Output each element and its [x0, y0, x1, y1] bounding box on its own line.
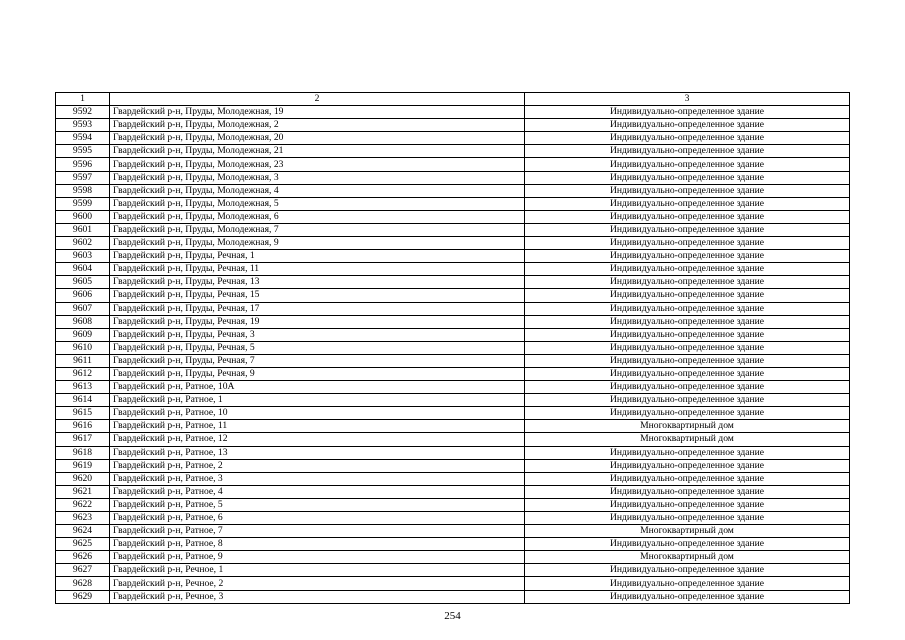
- row-object-type: Индивидуально-определенное здание: [525, 512, 850, 525]
- table-row: [56, 132, 850, 145]
- row-object-type: Индивидуально-определенное здание: [525, 197, 850, 210]
- table-row: [56, 433, 850, 446]
- row-number: 9613: [56, 381, 110, 394]
- row-number: 9603: [56, 250, 110, 263]
- row-address: Гвардейский р-н, Речное, 3: [110, 590, 525, 603]
- row-number: 9629: [56, 590, 110, 603]
- table-row: [56, 328, 850, 341]
- row-address: Гвардейский р-н, Ратное, 8: [110, 538, 525, 551]
- row-address: Гвардейский р-н, Ратное, 13: [110, 446, 525, 459]
- table-row: [56, 590, 850, 603]
- row-address: Гвардейский р-н, Пруды, Речная, 1: [110, 250, 525, 263]
- table-row: [56, 459, 850, 472]
- header-cell-type: 3: [525, 93, 850, 106]
- table-row: [56, 498, 850, 511]
- row-address: Гвардейский р-н, Ратное, 9: [110, 551, 525, 564]
- row-address: Гвардейский р-н, Ратное, 5: [110, 498, 525, 511]
- row-number: 9593: [56, 119, 110, 132]
- row-object-type: Многоквартирный дом: [525, 433, 850, 446]
- table-row: [56, 184, 850, 197]
- row-object-type: Индивидуально-определенное здание: [525, 459, 850, 472]
- row-number: 9592: [56, 106, 110, 119]
- row-address: Гвардейский р-н, Пруды, Речная, 15: [110, 289, 525, 302]
- row-address: Гвардейский р-н, Пруды, Молодежная, 4: [110, 184, 525, 197]
- row-address: Гвардейский р-н, Ратное, 6: [110, 512, 525, 525]
- row-object-type: Многоквартирный дом: [525, 420, 850, 433]
- row-object-type: Индивидуально-определенное здание: [525, 289, 850, 302]
- row-number: 9611: [56, 354, 110, 367]
- row-object-type: Индивидуально-определенное здание: [525, 328, 850, 341]
- row-number: 9607: [56, 302, 110, 315]
- table-row: [56, 210, 850, 223]
- row-number: 9620: [56, 472, 110, 485]
- row-number: 9618: [56, 446, 110, 459]
- row-object-type: Индивидуально-определенное здание: [525, 354, 850, 367]
- table-row: [56, 289, 850, 302]
- table-row: [56, 341, 850, 354]
- table-row: [56, 485, 850, 498]
- table-row: [56, 119, 850, 132]
- row-address: Гвардейский р-н, Пруды, Речная, 17: [110, 302, 525, 315]
- table-row: [56, 263, 850, 276]
- row-object-type: Индивидуально-определенное здание: [525, 485, 850, 498]
- row-object-type: Индивидуально-определенное здание: [525, 106, 850, 119]
- row-object-type: Индивидуально-определенное здание: [525, 381, 850, 394]
- table-row: [56, 551, 850, 564]
- row-address: Гвардейский р-н, Речное, 1: [110, 564, 525, 577]
- table-row: [56, 171, 850, 184]
- row-address: Гвардейский р-н, Пруды, Речная, 13: [110, 276, 525, 289]
- row-number: 9598: [56, 184, 110, 197]
- table-row: [56, 512, 850, 525]
- row-object-type: Индивидуально-определенное здание: [525, 158, 850, 171]
- row-number: 9604: [56, 263, 110, 276]
- row-object-type: Индивидуально-определенное здание: [525, 498, 850, 511]
- row-number: 9605: [56, 276, 110, 289]
- table-row: [56, 354, 850, 367]
- row-address: Гвардейский р-н, Пруды, Молодежная, 6: [110, 210, 525, 223]
- row-number: 9596: [56, 158, 110, 171]
- row-address: Гвардейский р-н, Пруды, Молодежная, 23: [110, 158, 525, 171]
- row-number: 9602: [56, 237, 110, 250]
- row-number: 9600: [56, 210, 110, 223]
- row-object-type: Индивидуально-определенное здание: [525, 223, 850, 236]
- row-object-type: Индивидуально-определенное здание: [525, 407, 850, 420]
- row-address: Гвардейский р-н, Пруды, Речная, 9: [110, 367, 525, 380]
- row-object-type: Индивидуально-определенное здание: [525, 446, 850, 459]
- row-number: 9621: [56, 485, 110, 498]
- row-number: 9594: [56, 132, 110, 145]
- row-number: 9597: [56, 171, 110, 184]
- table-row: [56, 302, 850, 315]
- row-number: 9599: [56, 197, 110, 210]
- row-object-type: Индивидуально-определенное здание: [525, 590, 850, 603]
- row-address: Гвардейский р-н, Ратное, 1: [110, 394, 525, 407]
- row-address: Гвардейский р-н, Ратное, 4: [110, 485, 525, 498]
- row-address: Гвардейский р-н, Пруды, Молодежная, 9: [110, 237, 525, 250]
- table-row: [56, 315, 850, 328]
- table-row: [56, 564, 850, 577]
- row-number: 9601: [56, 223, 110, 236]
- row-address: Гвардейский р-н, Пруды, Речная, 3: [110, 328, 525, 341]
- row-object-type: Индивидуально-определенное здание: [525, 184, 850, 197]
- row-address: Гвардейский р-н, Пруды, Речная, 11: [110, 263, 525, 276]
- row-address: Гвардейский р-н, Ратное, 10А: [110, 381, 525, 394]
- row-object-type: Индивидуально-определенное здание: [525, 302, 850, 315]
- table-row: [56, 106, 850, 119]
- row-object-type: Индивидуально-определенное здание: [525, 472, 850, 485]
- row-object-type: Индивидуально-определенное здание: [525, 315, 850, 328]
- header-cell-address: 2: [110, 93, 525, 106]
- row-object-type: Многоквартирный дом: [525, 525, 850, 538]
- header-cell-number: 1: [56, 93, 110, 106]
- row-address: Гвардейский р-н, Речное, 2: [110, 577, 525, 590]
- row-object-type: Индивидуально-определенное здание: [525, 538, 850, 551]
- row-number: 9624: [56, 525, 110, 538]
- row-address: Гвардейский р-н, Ратное, 12: [110, 433, 525, 446]
- table-row: [56, 577, 850, 590]
- row-object-type: Индивидуально-определенное здание: [525, 210, 850, 223]
- table-row: [56, 472, 850, 485]
- row-object-type: Индивидуально-определенное здание: [525, 171, 850, 184]
- row-object-type: Индивидуально-определенное здание: [525, 263, 850, 276]
- table-row: [56, 394, 850, 407]
- row-address: Гвардейский р-н, Пруды, Речная, 7: [110, 354, 525, 367]
- row-number: 9616: [56, 420, 110, 433]
- table-row: [56, 420, 850, 433]
- row-number: 9623: [56, 512, 110, 525]
- registry-table: [55, 92, 850, 604]
- row-address: Гвардейский р-н, Пруды, Молодежная, 19: [110, 106, 525, 119]
- row-object-type: Индивидуально-определенное здание: [525, 237, 850, 250]
- header-row: [56, 93, 850, 106]
- row-number: 9628: [56, 577, 110, 590]
- row-object-type: Индивидуально-определенное здание: [525, 564, 850, 577]
- row-address: Гвардейский р-н, Ратное, 10: [110, 407, 525, 420]
- row-object-type: Индивидуально-определенное здание: [525, 119, 850, 132]
- row-object-type: Многоквартирный дом: [525, 551, 850, 564]
- table-row: [56, 525, 850, 538]
- table-row: [56, 223, 850, 236]
- table-row: [56, 237, 850, 250]
- table-row: [56, 158, 850, 171]
- registry-table-body: [56, 93, 850, 604]
- row-number: 9619: [56, 459, 110, 472]
- row-object-type: Индивидуально-определенное здание: [525, 367, 850, 380]
- row-number: 9625: [56, 538, 110, 551]
- row-address: Гвардейский р-н, Ратное, 3: [110, 472, 525, 485]
- row-address: Гвардейский р-н, Пруды, Молодежная, 20: [110, 132, 525, 145]
- table-row: [56, 197, 850, 210]
- row-object-type: Индивидуально-определенное здание: [525, 250, 850, 263]
- row-number: 9614: [56, 394, 110, 407]
- table-row: [56, 250, 850, 263]
- row-address: Гвардейский р-н, Ратное, 2: [110, 459, 525, 472]
- row-address: Гвардейский р-н, Ратное, 7: [110, 525, 525, 538]
- row-number: 9610: [56, 341, 110, 354]
- row-number: 9622: [56, 498, 110, 511]
- row-object-type: Индивидуально-определенное здание: [525, 132, 850, 145]
- row-number: 9608: [56, 315, 110, 328]
- page-number: 254: [444, 610, 461, 622]
- row-address: Гвардейский р-н, Пруды, Молодежная, 7: [110, 223, 525, 236]
- table-row: [56, 407, 850, 420]
- row-address: Гвардейский р-н, Пруды, Молодежная, 2: [110, 119, 525, 132]
- row-object-type: Индивидуально-определенное здание: [525, 145, 850, 158]
- row-address: Гвардейский р-н, Пруды, Речная, 5: [110, 341, 525, 354]
- row-number: 9617: [56, 433, 110, 446]
- row-address: Гвардейский р-н, Пруды, Молодежная, 3: [110, 171, 525, 184]
- row-number: 9606: [56, 289, 110, 302]
- row-address: Гвардейский р-н, Пруды, Речная, 19: [110, 315, 525, 328]
- table-row: [56, 381, 850, 394]
- table-row: [56, 446, 850, 459]
- row-object-type: Индивидуально-определенное здание: [525, 341, 850, 354]
- row-address: Гвардейский р-н, Пруды, Молодежная, 5: [110, 197, 525, 210]
- row-address: Гвардейский р-н, Ратное, 11: [110, 420, 525, 433]
- row-number: 9626: [56, 551, 110, 564]
- row-number: 9609: [56, 328, 110, 341]
- row-number: 9595: [56, 145, 110, 158]
- row-number: 9627: [56, 564, 110, 577]
- row-number: 9612: [56, 367, 110, 380]
- table-row: [56, 367, 850, 380]
- row-number: 9615: [56, 407, 110, 420]
- row-object-type: Индивидуально-определенное здание: [525, 394, 850, 407]
- table-row: [56, 145, 850, 158]
- table-row: [56, 538, 850, 551]
- row-object-type: Индивидуально-определенное здание: [525, 276, 850, 289]
- row-address: Гвардейский р-н, Пруды, Молодежная, 21: [110, 145, 525, 158]
- row-object-type: Индивидуально-определенное здание: [525, 577, 850, 590]
- table-row: [56, 276, 850, 289]
